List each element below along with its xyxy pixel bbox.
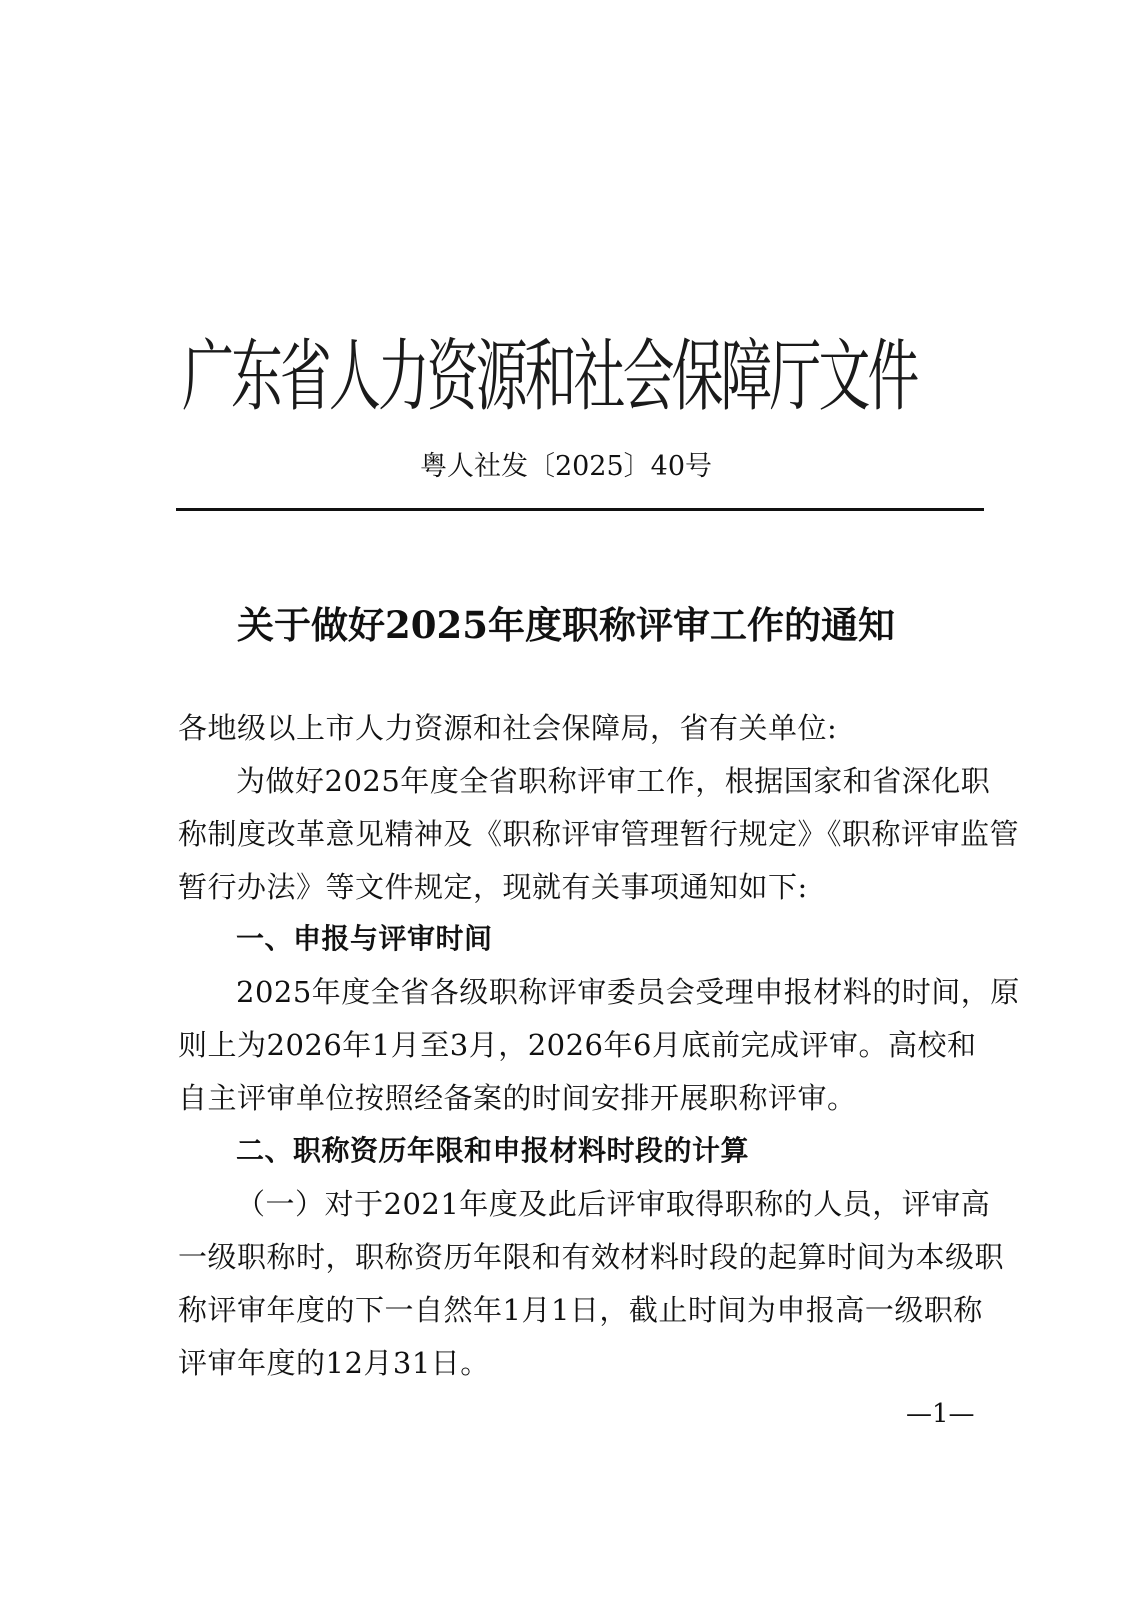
section-1-line-2: 则上为2026年1月至3月，2026年6月底前完成评审。高校和 [178,1028,977,1062]
section-2-line-4: 评审年度的12月31日。 [178,1346,490,1380]
issuer-title: 广东省人力资源和社会保障厅文件 [182,330,917,422]
section-2-line-2: 一级职称时，职称资历年限和有效材料时段的起算时间为本级职 [178,1240,1005,1274]
intro-line-2: 称制度改革意见精神及《职称评审管理暂行规定》《职称评审监管 [178,817,1020,851]
section-1-line-3: 自主评审单位按照经备案的时间安排开展职称评审。 [178,1081,857,1115]
intro-line-3: 暂行办法》等文件规定，现就有关事项通知如下: [178,870,808,904]
section-1-line-1: 2025年度全省各级职称评审委员会受理申报材料的时间，原 [236,975,1020,1009]
header-divider [176,508,984,511]
page-number: —1— [906,1399,975,1429]
salutation: 各地级以上市人力资源和社会保障局，省有关单位: [178,711,838,745]
section-2-heading: 二、职称资历年限和申报材料时段的计算 [236,1134,750,1167]
section-2-line-1: （一）对于2021年度及此后评审取得职称的人员，评审高 [236,1187,991,1221]
document-number: 粤人社发〔2025〕40号 [419,451,713,482]
intro-line-1: 为做好2025年度全省职称评审工作，根据国家和省深化职 [236,764,991,798]
notice-title: 关于做好2025年度职称评审工作的通知 [237,603,895,647]
section-1-heading: 一、申报与评审时间 [236,922,493,955]
section-2-line-3: 称评审年度的下一自然年1月1日，截止时间为申报高一级职称 [178,1293,983,1327]
